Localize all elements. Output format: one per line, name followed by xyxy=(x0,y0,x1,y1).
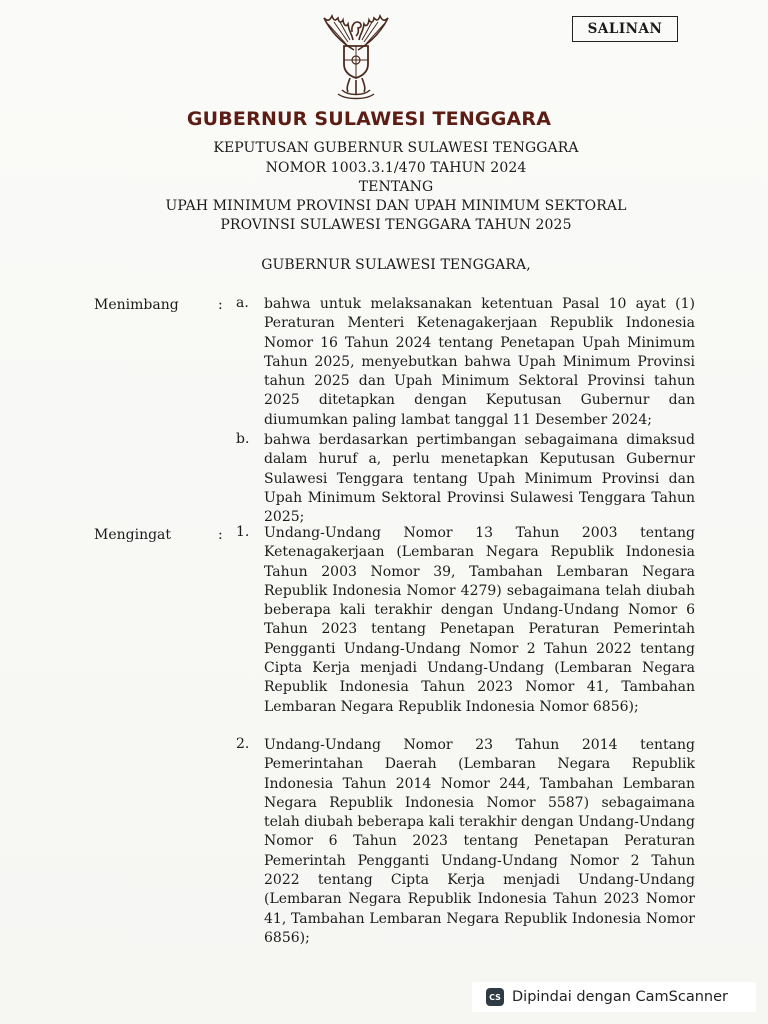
menimbang-colon: : xyxy=(218,297,223,313)
menimbang-item-b: bahwa berdasarkan pertimbangan sebagaimana dimaksud dalam huruf a, perlu menetapkan Keputusan Gubernur Sulawesi Tenggara tentang Upah Minimum Provinsi dan Upah Minimum Sektoral Provinsi Sulawesi Tenggara Tahun 2025; xyxy=(264,432,695,526)
mengingat-label: Mengingat xyxy=(94,527,172,543)
decree-subject-line-1: UPAH MINIMUM PROVINSI DAN UPAH MINIMUM SEKTORAL xyxy=(165,198,627,214)
mengingat-item-2: Undang-Undang Nomor 23 Tahun 2014 tentang Pemerintahan Daerah (Lembaran Negara Republik Indonesia Tahun 2014 Nomor 244, Tambahan Lembaran Negara Republik Indonesia Nomor 5587) sebagaimana telah diubah beberapa kali terakhir dengan Undang-Undang Nomor 6 Tahun 2023 tentang Penetapan Peraturan Pemerintah Pengganti Undang-Undang Nomor 2 Tahun 2022 tentang Cipta Kerja menjadi Undang-Undang (Lembaran Negara Republik Indonesia Tahun 2023 Nomor 41, Tambahan Lembaran Negara Republik Indonesia Nomor 6856); xyxy=(264,737,696,946)
decree-tentang-line: TENTANG xyxy=(358,179,434,195)
decree-subject-line-2: PROVINSI SULAWESI TENGGARA TAHUN 2025 xyxy=(220,217,572,233)
mengingat-colon: : xyxy=(218,527,223,543)
mengingat-item-1: Undang-Undang Nomor 13 Tahun 2003 tentang Ketenagakerjaan (Lembaran Negara Republik Indonesia Tahun 2003 Nomor 39, Tambahan Lembaran Negara Republik Indonesia Nomor 4279) sebagaimana telah diubah beberapa kali terakhir dengan Undang-Undang Nomor 6 Tahun 2023 tentang Penetapan Peraturan Pemerintah Pengganti Undang-Undang Nomor 2 Tahun 2022 tentang Cipta Kerja menjadi Undang-Undang (Lembaran Negara Republik Indonesia Tahun 2023 Nomor 41, Tambahan Lembaran Negara Republik Indonesia Nomor 6856); xyxy=(264,525,695,715)
decree-number-line: NOMOR 1003.3.1/470 TAHUN 2024 xyxy=(265,160,527,176)
menimbang-label: Menimbang xyxy=(94,297,179,313)
governor-title: GUBERNUR SULAWESI TENGGARA xyxy=(186,108,552,130)
camscanner-icon: CS xyxy=(486,988,504,1006)
copy-stamp: SALINAN xyxy=(572,16,678,42)
garuda-emblem-icon xyxy=(316,10,396,102)
official-title: GUBERNUR SULAWESI TENGGARA, xyxy=(261,257,531,273)
scanner-watermark xyxy=(472,982,756,1012)
menimbang-marker-b: b. xyxy=(236,431,250,447)
decree-title-line-1: KEPUTUSAN GUBERNUR SULAWESI TENGGARA xyxy=(213,140,579,156)
mengingat-marker-1: 1. xyxy=(236,524,250,540)
scanner-watermark-text: Dipindai dengan CamScanner xyxy=(512,989,729,1005)
menimbang-item-a: bahwa untuk melaksanakan ketentuan Pasal 10 ayat (1) Peraturan Menteri Ketenagakerjaan Republik Indonesia Nomor 16 Tahun 2024 tentang Penetapan Upah Minimum Tahun 2025, menyebutkan bahwa Upah Minimum Provinsi tahun 2025 dan Upah Minimum Sektoral Provinsi tahun 2025 ditetapkan dengan Keputusan Gubernur dan diumumkan paling lambat tanggal 11 Desember 2024; xyxy=(264,296,695,428)
menimbang-marker-a: a. xyxy=(236,295,249,311)
mengingat-marker-2: 2. xyxy=(236,736,250,752)
